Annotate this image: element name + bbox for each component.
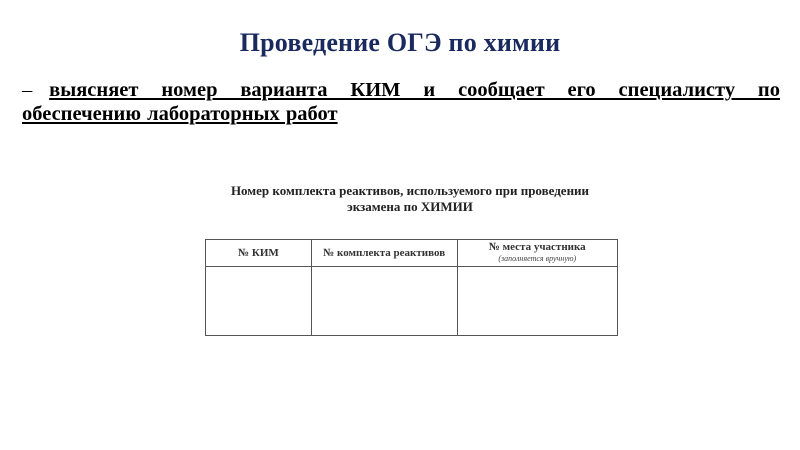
table-row xyxy=(206,267,618,336)
cell-seat-number xyxy=(457,267,617,336)
header-hint: (заполняется вручную) xyxy=(498,254,577,263)
header-kit-number xyxy=(311,240,457,267)
form-caption xyxy=(190,183,630,215)
reagent-kit-form-table xyxy=(205,239,618,336)
header-label: № КИМ xyxy=(238,247,279,259)
form-caption-line1: Номер комплекта реактивов, используемого при проведении xyxy=(230,183,590,198)
header-label: № комплекта реактивов xyxy=(323,247,446,259)
cell-kim-number xyxy=(206,267,312,336)
instruction-paragraph xyxy=(22,78,780,126)
header-label: № места участника xyxy=(488,241,586,253)
form-caption-line2: экзамена по ХИМИИ xyxy=(347,199,473,214)
instruction-text-line2: обеспечению лабораторных работ xyxy=(22,103,338,125)
cell-kit-number xyxy=(311,267,457,336)
instruction-text-line1: выясняет номер варианта КИМ и сообщает его специалисту по xyxy=(49,79,780,101)
dash: – xyxy=(22,79,33,101)
header-seat-number xyxy=(457,240,617,267)
table-header-row xyxy=(206,240,618,267)
header-kim-number xyxy=(206,240,312,267)
slide-title: Проведение ОГЭ по химии xyxy=(239,28,561,57)
